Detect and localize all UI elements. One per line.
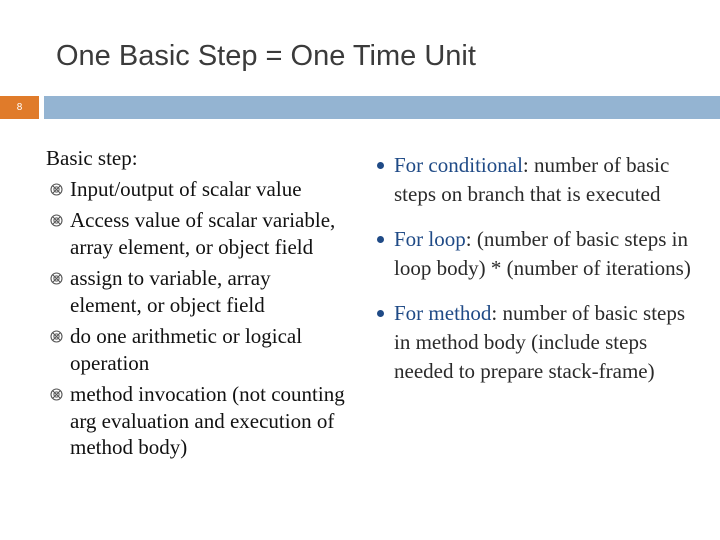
slide-number: 8 bbox=[16, 102, 23, 113]
list-item-text: : number of basic steps in method body (include steps needed to prepare stack-frame) bbox=[394, 301, 686, 383]
list-item bbox=[46, 176, 346, 203]
circled-cross-icon bbox=[50, 214, 63, 227]
list-item-text: Access value of scalar variable, array element, or object field bbox=[70, 208, 336, 259]
list-item-lead: For conditional bbox=[394, 153, 523, 177]
list-item-text: Input/output of scalar value bbox=[70, 176, 302, 201]
dot-icon bbox=[377, 236, 384, 243]
list-item bbox=[374, 225, 704, 283]
slide-number-badge bbox=[0, 96, 39, 119]
list-item-text: : number of basic steps on branch that is executed bbox=[394, 153, 670, 206]
header-bar bbox=[44, 96, 720, 119]
list-item bbox=[374, 151, 704, 209]
right-column bbox=[374, 151, 704, 402]
list-item bbox=[46, 323, 346, 376]
left-column bbox=[46, 145, 346, 466]
list-item-text: method invocation (not counting arg evaluation and execution of method body) bbox=[70, 382, 345, 459]
dot-icon bbox=[377, 310, 384, 317]
circled-cross-icon bbox=[50, 388, 63, 401]
slide-title: One Basic Step = One Time Unit bbox=[56, 40, 476, 72]
basic-step-heading: Basic step: bbox=[46, 146, 138, 170]
list-item bbox=[46, 381, 346, 461]
list-item-text: do one arithmetic or logical operation bbox=[70, 324, 303, 375]
list-item bbox=[46, 265, 346, 318]
circled-cross-icon bbox=[50, 183, 63, 196]
list-item-text: : (number of basic steps in loop body) * (number of iterations) bbox=[394, 227, 691, 280]
list-item-lead: For method bbox=[394, 301, 492, 325]
list-item-text: assign to variable, array element, or object field bbox=[70, 266, 271, 317]
circled-cross-icon bbox=[50, 272, 63, 285]
circled-cross-icon bbox=[50, 330, 63, 343]
list-item bbox=[46, 207, 346, 260]
list-item-lead: For loop bbox=[394, 227, 466, 251]
dot-icon bbox=[377, 162, 384, 169]
list-item bbox=[374, 299, 704, 386]
